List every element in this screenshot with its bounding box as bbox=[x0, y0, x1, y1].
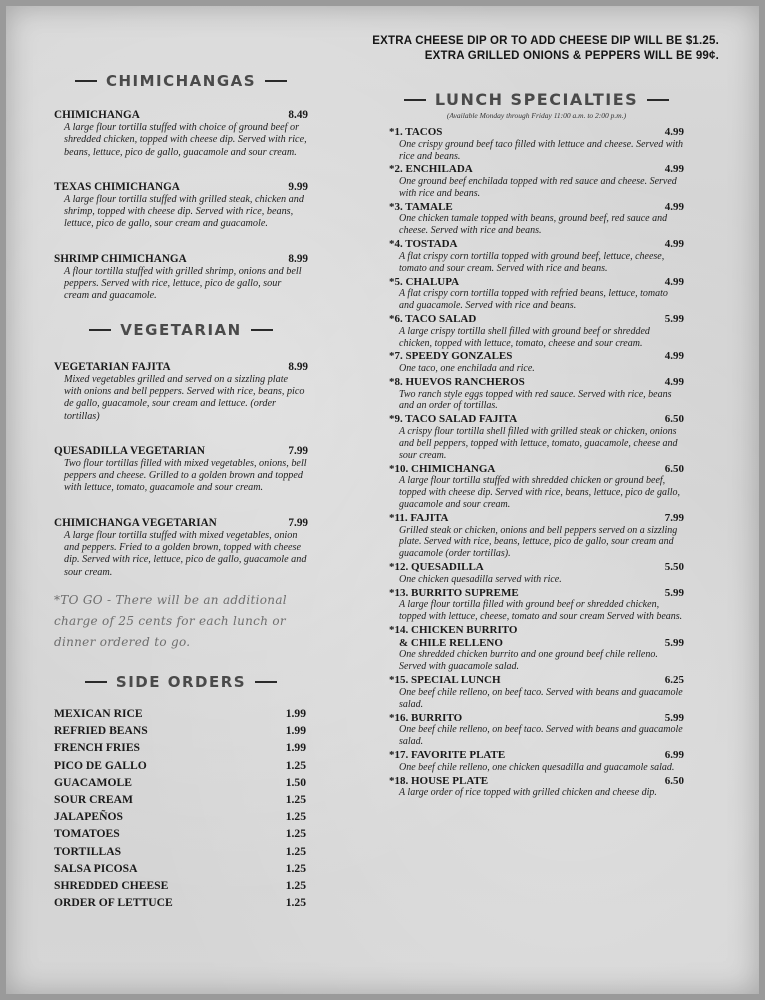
menu-item bbox=[389, 463, 684, 511]
item-description: A flat crispy corn tortilla topped with refried beans, lettuce, tomato and guacamole. Served with rice and beans. bbox=[399, 288, 668, 312]
extra-charges-notice bbox=[372, 34, 719, 64]
menu-item bbox=[389, 201, 684, 237]
item-description: One beef chile relleno, one chicken quesadilla and guacamole salad. bbox=[399, 761, 675, 773]
item-name: *17. FAVORITE PLATE bbox=[389, 749, 506, 761]
item-price: 9.99 bbox=[288, 180, 308, 193]
menu-item bbox=[54, 109, 308, 159]
item-name: CHIMICHANGA bbox=[54, 109, 140, 121]
side-order-row bbox=[54, 722, 306, 739]
section-title-text: CHIMICHANGAS bbox=[105, 72, 257, 90]
side-name: TORTILLAS bbox=[54, 844, 122, 858]
item-price: 4.99 bbox=[664, 200, 684, 213]
section-title-chimichangas bbox=[54, 72, 308, 90]
item-description: One ground beef enchilada topped with red sauce and cheese. Served with rice and beans. bbox=[399, 176, 677, 199]
item-name: *18. HOUSE PLATE bbox=[389, 774, 489, 787]
side-price: 1.99 bbox=[285, 724, 306, 738]
item-price: 8.99 bbox=[288, 360, 308, 373]
side-name: REFRIED BEANS bbox=[54, 724, 148, 738]
item-name: *8. HUEVOS RANCHEROS bbox=[389, 375, 525, 388]
item-price: 7.99 bbox=[288, 444, 308, 457]
item-description: Grilled steak or chicken, onions and bell peppers served on a sizzling plate. Served with rice, beans, lettuce, pico de gallo, sour cream and guacamole (order tortillas). bbox=[399, 524, 678, 560]
menu-item bbox=[389, 587, 684, 623]
item-price: 6.50 bbox=[664, 774, 684, 787]
menu-item bbox=[54, 517, 308, 579]
side-name: ORDER OF LETTUCE bbox=[54, 896, 173, 910]
section-title-text: LUNCH SPECIALTIES bbox=[434, 90, 639, 109]
side-order-row bbox=[54, 739, 306, 756]
item-price: 8.99 bbox=[288, 252, 308, 265]
title-dash bbox=[255, 681, 277, 683]
item-name: CHIMICHANGA VEGETARIAN bbox=[54, 516, 217, 529]
side-order-row bbox=[54, 757, 306, 774]
side-orders-list bbox=[54, 705, 306, 911]
section-title-text: SIDE ORDERS bbox=[115, 672, 247, 691]
side-order-row bbox=[54, 894, 306, 911]
menu-item bbox=[54, 361, 308, 423]
item-name: TEXAS CHIMICHANGA bbox=[54, 180, 180, 193]
menu-item bbox=[389, 512, 684, 560]
menu-item bbox=[389, 276, 684, 312]
item-description: One shredded chicken burrito and one ground beef chile relleno. Served with guacamole salad. bbox=[399, 649, 658, 673]
menu-item bbox=[389, 238, 684, 274]
menu-item bbox=[389, 749, 684, 774]
side-order-row bbox=[54, 877, 306, 894]
title-dash bbox=[265, 80, 287, 82]
item-price: 6.50 bbox=[664, 413, 684, 426]
item-name: *14. CHICKEN BURRITO bbox=[389, 624, 518, 637]
menu-item bbox=[389, 413, 684, 461]
item-description: Two ranch style eggs topped with red sauce. Served with rice, beans and an order of tortillas. bbox=[399, 388, 672, 412]
menu-item bbox=[389, 313, 684, 349]
item-description: A crispy flour tortilla shell filled with grilled steak or chicken, onions and bell peppers, topped with lettuce, tomato, guacamole, cheese and sour cream. bbox=[399, 425, 678, 461]
menu-item bbox=[54, 181, 308, 231]
menu-item bbox=[389, 561, 684, 586]
side-price: 1.99 bbox=[285, 741, 306, 755]
item-description: Two flour tortillas filled with mixed vegetables, onions, bell peppers and cheese. Grilled to a golden brown and topped with lettuce, tomato, guacamole and sour cream. bbox=[64, 457, 307, 494]
item-name: *3. TAMALE bbox=[389, 200, 453, 213]
item-description: A large order of rice topped with grilled chicken and cheese dip. bbox=[399, 787, 657, 799]
side-name: FRENCH FRIES bbox=[54, 741, 140, 755]
item-price: 5.50 bbox=[664, 561, 684, 574]
item-name-line-2: & CHILE RELLENO bbox=[399, 636, 503, 649]
item-price: 4.99 bbox=[664, 238, 684, 251]
side-name: GUACAMOLE bbox=[54, 775, 132, 789]
side-name: MEXICAN RICE bbox=[54, 706, 143, 720]
item-price: 8.49 bbox=[288, 109, 308, 121]
item-price: 7.99 bbox=[288, 516, 308, 529]
item-price: 5.99 bbox=[664, 636, 684, 649]
title-dash bbox=[404, 99, 426, 101]
item-price: 7.99 bbox=[664, 511, 684, 524]
item-name: *5. CHALUPA bbox=[389, 275, 460, 288]
side-price: 1.25 bbox=[285, 810, 306, 824]
side-price: 1.25 bbox=[285, 878, 306, 892]
title-dash bbox=[647, 99, 669, 101]
side-name: TOMATOES bbox=[54, 827, 120, 841]
item-name: SHRIMP CHIMICHANGA bbox=[54, 252, 187, 265]
item-description: One beef chile relleno, on beef taco. Served with beans and guacamole salad. bbox=[399, 686, 683, 710]
side-name: JALAPEÑOS bbox=[54, 810, 123, 824]
item-description: One chicken quesadilla served with rice. bbox=[399, 573, 562, 585]
item-name: *6. TACO SALAD bbox=[389, 313, 477, 326]
side-name: PICO DE GALLO bbox=[54, 758, 147, 772]
item-description: A large flour tortilla stuffed with mixed vegetables, onion and peppers. Fried to a golden brown, topped with cheese dip. Served with rice, lettuce, pico de gallo, guacamole and sour cream. bbox=[64, 529, 307, 578]
side-price: 1.25 bbox=[285, 896, 306, 910]
item-price: 5.99 bbox=[664, 313, 684, 326]
side-price: 1.50 bbox=[285, 775, 306, 789]
right-column bbox=[389, 90, 684, 800]
menu-item bbox=[389, 712, 684, 748]
item-description: One beef chile relleno, on beef taco. Served with beans and guacamole salad. bbox=[399, 724, 683, 748]
menu-item bbox=[389, 163, 684, 199]
item-price: 5.99 bbox=[664, 586, 684, 599]
item-price: 4.99 bbox=[664, 350, 684, 363]
title-dash bbox=[75, 80, 97, 82]
item-name: *7. SPEEDY GONZALES bbox=[389, 350, 513, 363]
left-column bbox=[54, 72, 308, 911]
menu-item bbox=[54, 445, 308, 495]
item-price: 6.25 bbox=[664, 674, 684, 687]
side-order-row bbox=[54, 843, 306, 860]
item-price: 4.99 bbox=[664, 375, 684, 388]
side-name: SHREDDED CHEESE bbox=[54, 878, 169, 892]
item-name: *4. TOSTADA bbox=[389, 238, 458, 251]
item-description: One crispy ground beef taco filled with lettuce and cheese. Served with rice and beans. bbox=[399, 138, 683, 162]
lunch-availability: (Available Monday through Friday 11:00 a.m. to 2:00 p.m.) bbox=[446, 111, 627, 120]
lunch-specialties-list bbox=[389, 126, 684, 799]
item-name: *15. SPECIAL LUNCH bbox=[389, 674, 501, 687]
item-name: *13. BURRITO SUPREME bbox=[389, 586, 519, 599]
side-order-row bbox=[54, 825, 306, 842]
item-name: *12. QUESADILLA bbox=[389, 561, 484, 574]
to-go-note: *TO GO - There will be an additional charge of 25 cents for each lunch or dinner ordered to go. bbox=[54, 592, 287, 649]
side-order-row bbox=[54, 774, 306, 791]
item-name: *2. ENCHILADA bbox=[389, 163, 473, 176]
item-description: One chicken tamale topped with beans, ground beef, red sauce and cheese. Served with rice and beans. bbox=[399, 213, 668, 237]
item-name: QUESADILLA VEGETARIAN bbox=[54, 444, 205, 457]
item-price: 6.50 bbox=[664, 462, 684, 475]
section-title-lunch-specialties bbox=[389, 90, 684, 109]
side-order-row bbox=[54, 791, 306, 808]
side-price: 1.25 bbox=[285, 758, 306, 772]
item-description: A flat crispy corn tortilla topped with ground beef, lettuce, cheese, tomato and sour cream. Served with rice and beans. bbox=[399, 250, 665, 274]
side-order-row bbox=[54, 808, 306, 825]
item-description: A large flour tortilla filled with ground beef or shredded chicken, topped with lettuce, cheese, tomato and sour cream Served with beans. bbox=[399, 599, 683, 623]
side-order-row bbox=[54, 705, 306, 722]
item-price: 6.99 bbox=[664, 749, 684, 761]
item-description: A large flour tortilla stuffed with grilled steak, chicken and shrimp, topped with cheese dip. Served with rice, beans, lettuce, pico de gallo, sour cream and guacamole. bbox=[64, 193, 304, 230]
item-description: Mixed vegetables grilled and served on a sizzling plate with onions and bell peppers. Served with rice, beans, pico de gallo, guacamole, sour cream and lettuce. (order tortillas) bbox=[64, 373, 305, 422]
side-order-row bbox=[54, 860, 306, 877]
item-price: 4.99 bbox=[664, 126, 684, 138]
item-description: A large crispy tortilla shell filled with ground beef or shredded chicken, topped with lettuce, tomato, cheese and sour cream. bbox=[399, 325, 650, 349]
side-name: SALSA PICOSA bbox=[54, 861, 138, 875]
menu-item bbox=[389, 126, 684, 162]
menu-item bbox=[389, 350, 684, 375]
title-dash bbox=[251, 329, 273, 331]
side-price: 1.99 bbox=[285, 706, 306, 720]
side-price: 1.25 bbox=[285, 827, 306, 841]
item-name: *1. TACOS bbox=[389, 126, 443, 138]
item-name: *11. FAJITA bbox=[389, 511, 449, 524]
item-description: A large flour tortilla stuffed with choice of ground beef or shredded chicken, topped with cheese dip. Served with rice, beans, lettuce, pico de gallo, guacamole and sour cream. bbox=[64, 122, 307, 158]
section-title-side-orders bbox=[54, 673, 308, 691]
item-description: A large flour tortilla stuffed with shredded chicken or ground beef, topped with cheese dip. Served with rice, beans, lettuce, pico de gallo, guacamole and sour cream. bbox=[399, 475, 681, 511]
section-title-text: VEGETARIAN bbox=[120, 320, 242, 339]
item-name: VEGETARIAN FAJITA bbox=[54, 360, 171, 373]
item-name: *10. CHIMICHANGA bbox=[389, 462, 496, 475]
side-name: SOUR CREAM bbox=[54, 792, 133, 806]
section-title-vegetarian bbox=[54, 321, 308, 339]
item-description: A flour tortilla stuffed with grilled shrimp, onions and bell peppers. Served with rice, lettuce, pico de gallo, sour cream and guacamole. bbox=[64, 265, 302, 302]
item-name: *16. BURRITO bbox=[389, 711, 463, 724]
notice-line-2: EXTRA GRILLED ONIONS & PEPPERS WILL BE 99¢. bbox=[424, 50, 719, 62]
menu-item bbox=[389, 376, 684, 412]
item-price: 5.99 bbox=[664, 711, 684, 724]
vegetarian-list bbox=[54, 361, 308, 579]
chimichangas-list bbox=[54, 109, 308, 303]
item-price: 4.99 bbox=[664, 163, 684, 176]
side-price: 1.25 bbox=[285, 792, 306, 806]
side-price: 1.25 bbox=[285, 861, 306, 875]
title-dash bbox=[85, 681, 107, 683]
menu-item bbox=[389, 674, 684, 710]
title-dash bbox=[89, 329, 111, 331]
menu-item bbox=[54, 253, 308, 303]
menu-item bbox=[389, 775, 684, 800]
menu-item bbox=[389, 624, 684, 673]
side-price: 1.25 bbox=[285, 844, 306, 858]
item-price: 4.99 bbox=[664, 275, 684, 288]
item-name: *9. TACO SALAD FAJITA bbox=[389, 413, 518, 426]
item-description: One taco, one enchilada and rice. bbox=[399, 363, 535, 375]
notice-line-1: EXTRA CHEESE DIP OR TO ADD CHEESE DIP WILL BE $1.25. bbox=[372, 35, 719, 47]
